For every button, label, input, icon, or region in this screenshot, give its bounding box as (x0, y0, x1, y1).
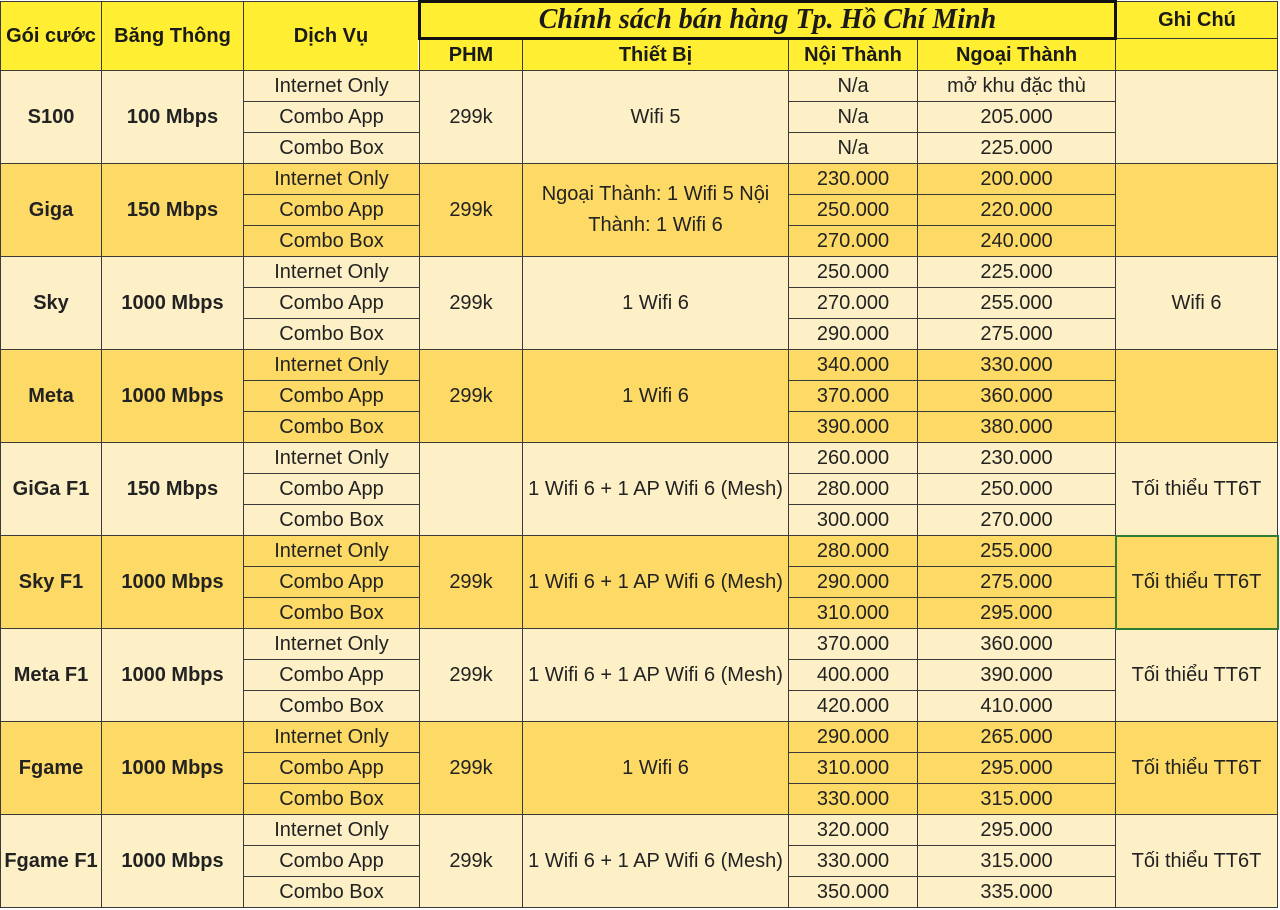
phm-cell[interactable] (420, 443, 523, 536)
bandwidth-cell[interactable]: 1000 Mbps (102, 257, 244, 350)
package-name-cell[interactable]: GiGa F1 (1, 443, 102, 536)
inner-city-price-cell[interactable]: 390.000 (789, 412, 918, 443)
service-cell[interactable]: Combo Box (244, 877, 420, 908)
service-cell[interactable]: Combo App (244, 753, 420, 784)
phm-cell[interactable]: 299k (420, 629, 523, 722)
outer-city-price-cell[interactable]: 240.000 (918, 226, 1116, 257)
service-cell[interactable]: Internet Only (244, 350, 420, 381)
outer-city-price-cell[interactable]: 255.000 (918, 536, 1116, 567)
header-note-blank (1116, 39, 1278, 71)
service-cell[interactable]: Combo Box (244, 784, 420, 815)
package-name-cell[interactable]: Fgame (1, 722, 102, 815)
table-row (1, 443, 1278, 474)
inner-city-price-cell[interactable]: 270.000 (789, 288, 918, 319)
outer-city-price-cell[interactable]: 360.000 (918, 381, 1116, 412)
inner-city-price-cell[interactable]: 420.000 (789, 691, 918, 722)
device-cell[interactable]: 1 Wifi 6 (523, 350, 789, 443)
note-cell[interactable]: Tối thiểu TT6T (1116, 722, 1278, 815)
service-cell[interactable]: Internet Only (244, 443, 420, 474)
outer-city-price-cell[interactable]: 315.000 (918, 846, 1116, 877)
service-cell[interactable]: Combo App (244, 846, 420, 877)
note-cell[interactable] (1116, 164, 1278, 257)
service-cell[interactable]: Internet Only (244, 164, 420, 195)
table-row (1, 629, 1278, 660)
inner-city-price-cell[interactable]: 340.000 (789, 350, 918, 381)
outer-city-price-cell[interactable]: 295.000 (918, 753, 1116, 784)
service-cell[interactable]: Combo App (244, 474, 420, 505)
service-cell[interactable]: Combo App (244, 567, 420, 598)
device-cell[interactable]: 1 Wifi 6 (523, 257, 789, 350)
package-name-cell[interactable]: Sky F1 (1, 536, 102, 629)
table-row (1, 350, 1278, 381)
inner-city-price-cell[interactable]: 320.000 (789, 815, 918, 846)
inner-city-price-cell[interactable]: 330.000 (789, 784, 918, 815)
service-cell[interactable]: Combo App (244, 195, 420, 226)
inner-city-price-cell[interactable]: 290.000 (789, 567, 918, 598)
outer-city-price-cell[interactable]: 275.000 (918, 567, 1116, 598)
package-name-cell[interactable]: Meta F1 (1, 629, 102, 722)
device-cell[interactable]: 1 Wifi 6 + 1 AP Wifi 6 (Mesh) (523, 536, 789, 629)
note-cell[interactable]: Tối thiểu TT6T (1116, 536, 1278, 629)
phm-cell[interactable]: 299k (420, 815, 523, 908)
inner-city-price-cell[interactable]: N/a (789, 71, 918, 102)
outer-city-price-cell[interactable]: 200.000 (918, 164, 1116, 195)
package-name-cell[interactable]: Meta (1, 350, 102, 443)
phm-cell[interactable]: 299k (420, 536, 523, 629)
inner-city-price-cell[interactable]: 260.000 (789, 443, 918, 474)
header-package: Gói cước (1, 2, 102, 71)
inner-city-price-cell[interactable]: 280.000 (789, 536, 918, 567)
outer-city-price-cell[interactable]: 330.000 (918, 350, 1116, 381)
device-cell[interactable]: 1 Wifi 6 + 1 AP Wifi 6 (Mesh) (523, 629, 789, 722)
service-cell[interactable]: Internet Only (244, 629, 420, 660)
device-cell[interactable]: 1 Wifi 6 + 1 AP Wifi 6 (Mesh) (523, 815, 789, 908)
outer-city-price-cell[interactable]: mở khu đặc thù (918, 71, 1116, 102)
package-name-cell[interactable]: Sky (1, 257, 102, 350)
bandwidth-cell[interactable]: 1000 Mbps (102, 815, 244, 908)
inner-city-price-cell[interactable]: 290.000 (789, 319, 918, 350)
phm-cell[interactable]: 299k (420, 257, 523, 350)
inner-city-price-cell[interactable]: 310.000 (789, 598, 918, 629)
outer-city-price-cell[interactable]: 205.000 (918, 102, 1116, 133)
bandwidth-cell[interactable]: 1000 Mbps (102, 350, 244, 443)
inner-city-price-cell[interactable]: 250.000 (789, 257, 918, 288)
header-bandwidth: Băng Thông (102, 2, 244, 71)
outer-city-price-cell[interactable]: 335.000 (918, 877, 1116, 908)
service-cell[interactable]: Internet Only (244, 722, 420, 753)
outer-city-price-cell[interactable]: 380.000 (918, 412, 1116, 443)
service-cell[interactable]: Combo Box (244, 412, 420, 443)
header-note: Ghi Chú (1116, 2, 1278, 39)
outer-city-price-cell[interactable]: 360.000 (918, 629, 1116, 660)
inner-city-price-cell[interactable]: 310.000 (789, 753, 918, 784)
bandwidth-cell[interactable]: 150 Mbps (102, 443, 244, 536)
service-cell[interactable]: Internet Only (244, 536, 420, 567)
device-cell[interactable]: Ngoại Thành: 1 Wifi 5 Nội Thành: 1 Wifi 6 (523, 164, 789, 257)
device-cell[interactable]: 1 Wifi 6 (523, 722, 789, 815)
outer-city-price-cell[interactable]: 230.000 (918, 443, 1116, 474)
inner-city-price-cell[interactable]: N/a (789, 133, 918, 164)
header-row-1 (1, 2, 1278, 39)
service-cell[interactable]: Combo Box (244, 319, 420, 350)
header-inner-city: Nội Thành (789, 39, 918, 71)
outer-city-price-cell[interactable]: 410.000 (918, 691, 1116, 722)
inner-city-price-cell[interactable]: 400.000 (789, 660, 918, 691)
outer-city-price-cell[interactable]: 225.000 (918, 257, 1116, 288)
bandwidth-cell[interactable]: 1000 Mbps (102, 722, 244, 815)
service-cell[interactable]: Internet Only (244, 815, 420, 846)
outer-city-price-cell[interactable]: 220.000 (918, 195, 1116, 226)
table-row (1, 815, 1278, 846)
bandwidth-cell[interactable]: 100 Mbps (102, 71, 244, 164)
phm-cell[interactable]: 299k (420, 71, 523, 164)
service-cell[interactable]: Combo App (244, 660, 420, 691)
note-cell[interactable] (1116, 71, 1278, 164)
outer-city-price-cell[interactable]: 250.000 (918, 474, 1116, 505)
table-row (1, 164, 1278, 195)
service-cell[interactable]: Combo Box (244, 133, 420, 164)
package-name-cell[interactable]: Giga (1, 164, 102, 257)
outer-city-price-cell[interactable]: 225.000 (918, 133, 1116, 164)
inner-city-price-cell[interactable]: 290.000 (789, 722, 918, 753)
outer-city-price-cell[interactable]: 255.000 (918, 288, 1116, 319)
package-name-cell[interactable]: S100 (1, 71, 102, 164)
bandwidth-cell[interactable]: 150 Mbps (102, 164, 244, 257)
header-service: Dịch Vụ (244, 2, 420, 71)
service-cell[interactable]: Combo App (244, 288, 420, 319)
header-device: Thiết Bị (523, 39, 789, 71)
outer-city-price-cell[interactable]: 390.000 (918, 660, 1116, 691)
table-row (1, 536, 1278, 567)
service-cell[interactable]: Combo App (244, 381, 420, 412)
outer-city-price-cell[interactable]: 315.000 (918, 784, 1116, 815)
note-cell[interactable]: Tối thiểu TT6T (1116, 815, 1278, 908)
table-row (1, 722, 1278, 753)
service-cell[interactable]: Internet Only (244, 257, 420, 288)
inner-city-price-cell[interactable]: 370.000 (789, 629, 918, 660)
service-cell[interactable]: Combo App (244, 102, 420, 133)
note-cell[interactable]: Wifi 6 (1116, 257, 1278, 350)
inner-city-price-cell[interactable]: 350.000 (789, 877, 918, 908)
service-cell[interactable]: Combo Box (244, 598, 420, 629)
service-cell[interactable]: Internet Only (244, 71, 420, 102)
inner-city-price-cell[interactable]: 370.000 (789, 381, 918, 412)
outer-city-price-cell[interactable]: 295.000 (918, 598, 1116, 629)
note-cell[interactable]: Tối thiểu TT6T (1116, 443, 1278, 536)
bandwidth-cell[interactable]: 1000 Mbps (102, 536, 244, 629)
phm-cell[interactable]: 299k (420, 722, 523, 815)
table-row (1, 257, 1278, 288)
table-row (1, 71, 1278, 102)
service-cell[interactable]: Combo Box (244, 505, 420, 536)
inner-city-price-cell[interactable]: 250.000 (789, 195, 918, 226)
outer-city-price-cell[interactable]: 270.000 (918, 505, 1116, 536)
header-phm: PHM (420, 39, 523, 71)
bandwidth-cell[interactable]: 1000 Mbps (102, 629, 244, 722)
inner-city-price-cell[interactable]: N/a (789, 102, 918, 133)
note-cell[interactable]: Tối thiểu TT6T (1116, 629, 1278, 722)
header-outer-city: Ngoại Thành (918, 39, 1116, 71)
table-title: Chính sách bán hàng Tp. Hồ Chí Minh (420, 2, 1116, 39)
package-name-cell[interactable]: Fgame F1 (1, 815, 102, 908)
device-cell[interactable]: 1 Wifi 6 + 1 AP Wifi 6 (Mesh) (523, 443, 789, 536)
outer-city-price-cell[interactable]: 265.000 (918, 722, 1116, 753)
inner-city-price-cell[interactable]: 270.000 (789, 226, 918, 257)
phm-cell[interactable]: 299k (420, 350, 523, 443)
service-cell[interactable]: Combo Box (244, 691, 420, 722)
service-cell[interactable]: Combo Box (244, 226, 420, 257)
note-cell[interactable] (1116, 350, 1278, 443)
outer-city-price-cell[interactable]: 295.000 (918, 815, 1116, 846)
inner-city-price-cell[interactable]: 230.000 (789, 164, 918, 195)
inner-city-price-cell[interactable]: 300.000 (789, 505, 918, 536)
inner-city-price-cell[interactable]: 280.000 (789, 474, 918, 505)
outer-city-price-cell[interactable]: 275.000 (918, 319, 1116, 350)
inner-city-price-cell[interactable]: 330.000 (789, 846, 918, 877)
phm-cell[interactable]: 299k (420, 164, 523, 257)
device-cell[interactable]: Wifi 5 (523, 71, 789, 164)
